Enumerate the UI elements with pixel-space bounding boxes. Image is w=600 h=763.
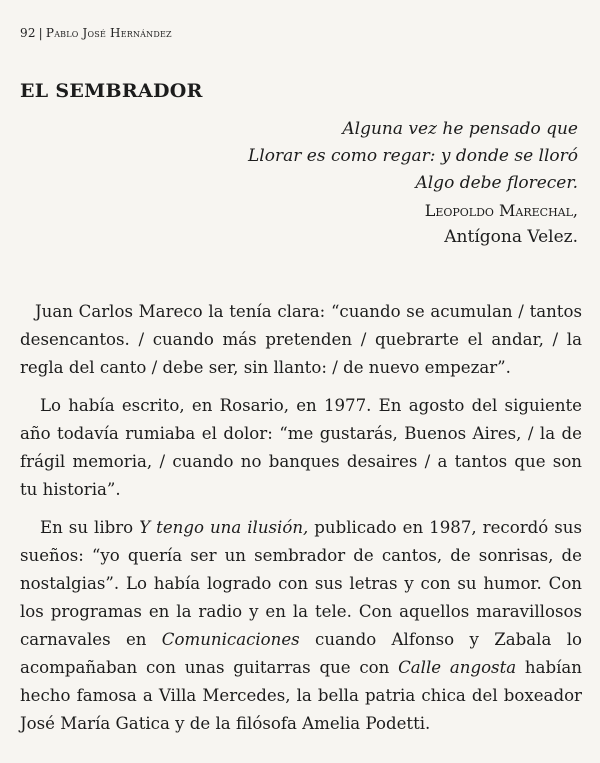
body-text [20, 298, 582, 748]
paragraph-2: Lo había escrito, en Rosario, en 1977. En agosto del siguiente año todavía rumiaba el dolor: “me gustarás, Buenos Aires, / la de frágil memoria, / cuando no banques desaires / a tantos que son tu historia”. [20, 396, 582, 499]
paragraph-3-part-d: habían hecho famosa a Villa Mercedes, la bella patria chica del boxeador José María Gatica y de la filósofa Amelia Podetti. [20, 658, 582, 733]
epigraph-line: Llorar es como regar: y donde se lloró [248, 146, 578, 166]
song-title: Calle angosta [398, 658, 517, 677]
venue-name: Comunicaciones [161, 630, 300, 649]
header-separator: | [38, 26, 43, 40]
epigraph-author: Leopoldo Marechal, [424, 201, 578, 220]
paragraph-1: Juan Carlos Mareco la tenía clara: “cuando se acumulan / tantos desencantos. / cuando más pretenden / quebrarte el andar, / la regla del canto / debe ser, sin llanto: / de nuevo empezar”. [20, 302, 582, 377]
paragraph-3 [20, 514, 582, 738]
epigraph-line: Algo debe florecer. [415, 173, 578, 193]
paragraph-3-part-c: cuando Alfonso y Zabala lo acompañaban con unas guitarras que con [20, 630, 582, 677]
paragraph-3-part-b: publicado en 1987, recordó sus sueños: “yo quería ser un sembrador de cantos, de sonrisas, de nostalgias”. Lo había logrado con sus letras y con su humor. Con los programas en la radio y en la tele. Con aquellos maravillosos carnavales en [20, 518, 582, 649]
paragraph-3-part-a: En su libro [40, 518, 140, 537]
header-author: Pablo José Hernández [45, 26, 172, 40]
running-header [20, 26, 172, 40]
epigraph [158, 116, 578, 251]
section-title: EL SEMBRADOR [20, 80, 203, 102]
epigraph-work: Antígona Velez. [444, 227, 578, 247]
epigraph-line: Alguna vez he pensado que [342, 119, 578, 139]
page-number: 92 [20, 26, 36, 40]
book-title: Y tengo una ilusión, [139, 518, 309, 537]
